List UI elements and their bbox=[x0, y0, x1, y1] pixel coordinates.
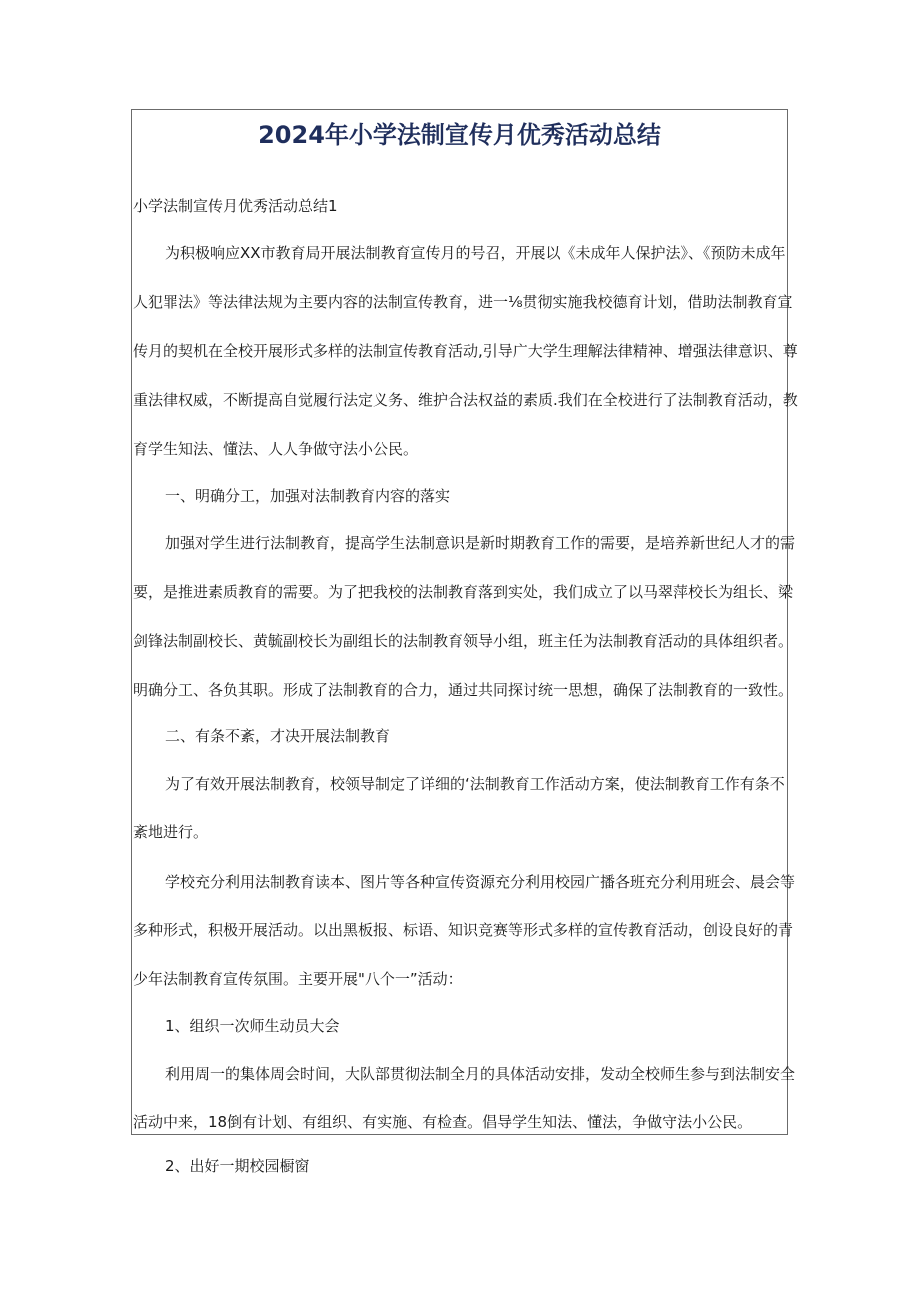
section-heading: 2、出好一期校园橱窗 bbox=[165, 1157, 310, 1175]
paragraph-line: 为积极响应XX市教育局开展法制教育宣传月的号召，开展以《未成年人保护法》、《预防未成年 bbox=[165, 244, 786, 262]
paragraph-line: 为了有效开展法制教育，校领导制定了详细的‘法制教育工作活动方案，使法制教育工作有条不 bbox=[165, 775, 785, 793]
paragraph-line: 重法律权威，不断提高自觉履行法定义务、维护合法权益的素质.我们在全校进行了法制教育活动，教 bbox=[133, 391, 798, 409]
paragraph-line: 剑锋法制副校长、黄毓副校长为副组长的法制教育领导小组，班主任为法制教育活动的具体组织者。 bbox=[133, 632, 794, 650]
paragraph-line: 利用周一的集体周会时间，大队部贯彻法制全月的具体活动安排，发动全校师生参与到法制安全 bbox=[165, 1065, 796, 1083]
paragraph-line: 加强对学生进行法制教育，提高学生法制意识是新时期教育工作的需要，是培养新世纪人才的需 bbox=[165, 534, 796, 552]
paragraph-line: 少年法制教育宣传氛围。主要开展"八个一”活动： bbox=[133, 970, 463, 988]
paragraph-line: 育学生知法、懂法、人人争做守法小公民。 bbox=[133, 440, 419, 458]
section-heading: 1、组织一次师生动员大会 bbox=[165, 1017, 340, 1035]
paragraph-line: 传月的契机在全校开展形式多样的法制宣传教育活动,引导广大学生理解法律精神、增强法律意识、尊 bbox=[133, 342, 798, 360]
section-heading: 二、有条不紊，才决开展法制教育 bbox=[165, 727, 391, 745]
section-heading: 一、明确分工，加强对法制教育内容的落实 bbox=[165, 487, 451, 505]
paragraph-line: 紊地进行。 bbox=[133, 823, 209, 841]
paragraph-line: 多种形式，积极开展活动。以出黑板报、标语、知识竞赛等形式多样的宣传教育活动，创设良好的青 bbox=[133, 921, 794, 939]
paragraph-line: 要，是推进素质教育的需要。为了把我校的法制教育落到实处，我们成立了以马翠萍校长为组长、梁 bbox=[133, 583, 794, 601]
paragraph-line: 人犯罪法》等法律法规为主要内容的法制宣传教育，进一⅛贯彻实施我校德育计划，借助法制教育宣 bbox=[133, 293, 793, 311]
document-title: 2024年小学法制宣传月优秀活动总结 bbox=[258, 121, 661, 149]
paragraph-line: 活动中来，18倒有计划、有组织、有实施、有检查。倡导学生知法、懂法，争做守法小公民。 bbox=[133, 1113, 753, 1131]
section-subtitle: 小学法制宣传月优秀活动总结1 bbox=[133, 197, 338, 215]
paragraph-line: 学校充分利用法制教育读本、图片等各种宣传资源充分利用校园广播各班充分利用班会、晨会等 bbox=[165, 873, 796, 891]
paragraph-line: 明确分工、各负其职。形成了法制教育的合力，通过共同探讨统一思想，确保了法制教育的一致性。 bbox=[133, 681, 794, 699]
